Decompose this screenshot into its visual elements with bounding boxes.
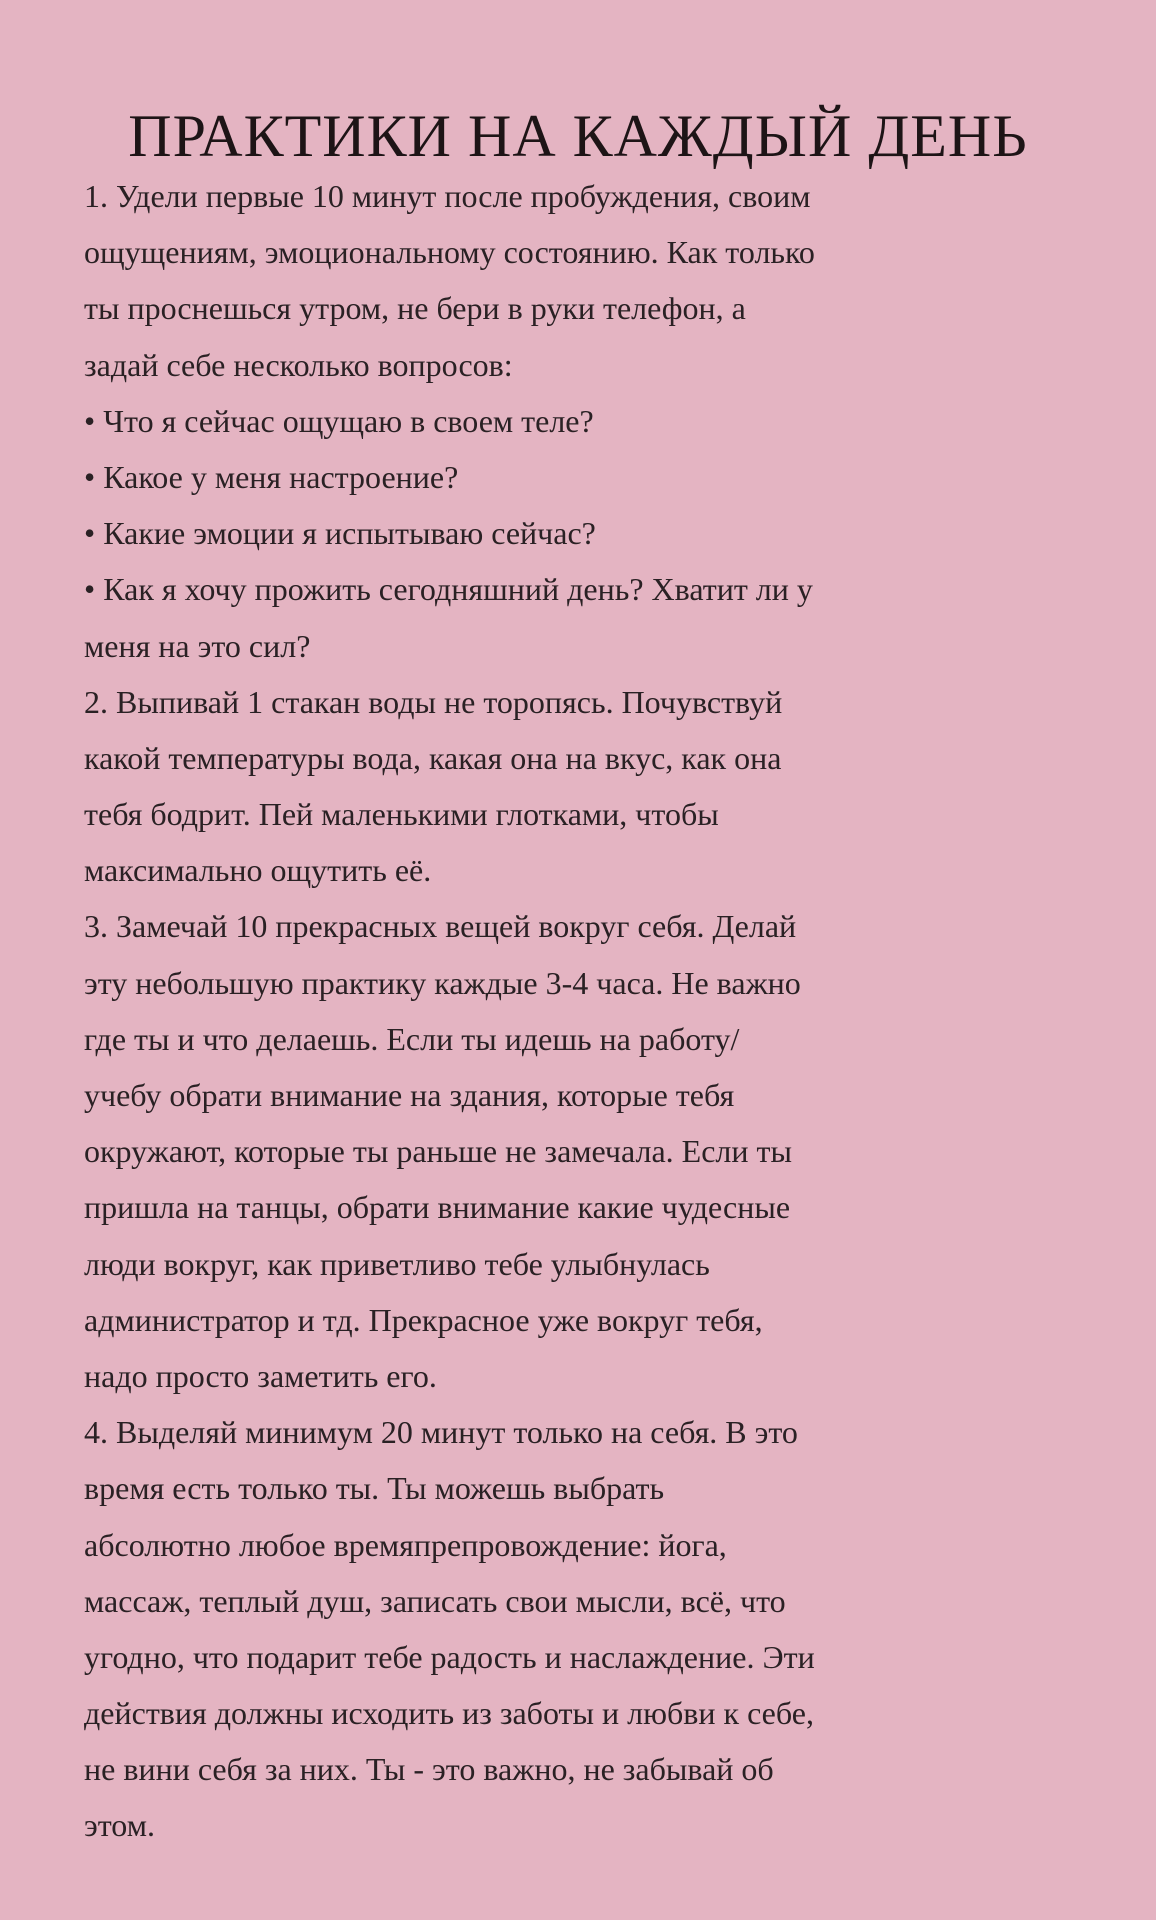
text-line: 4. Выделяй минимум 20 минут только на себя. В это — [84, 1414, 798, 1451]
text-line: абсолютно любое времяпрепровождение: йога, — [84, 1526, 727, 1563]
text-line: меня на это сил? — [84, 627, 311, 664]
text-line: люди вокруг, как приветливо тебе улыбнулась — [84, 1245, 710, 1282]
text-line: 2. Выпивай 1 стакан воды не торопясь. Почувствуй — [84, 683, 783, 720]
text-line: ощущениям, эмоциональному состоянию. Как только — [84, 234, 815, 271]
text-line: где ты и что делаешь. Если ты идешь на работу/ — [84, 1020, 740, 1057]
text-line: ты проснешься утром, не бери в руки телефон, а — [84, 290, 746, 327]
bullet-question: • Какие эмоции я испытываю сейчас? — [84, 515, 596, 552]
text-line: учебу обрати внимание на здания, которые тебя — [84, 1077, 735, 1113]
text-line: не вини себя за них. Ты - это важно, не забывай об — [84, 1751, 774, 1788]
text-line: действия должны исходить из заботы и любви к себе, — [84, 1695, 814, 1732]
text-line: окружают, которые ты раньше не замечала. Если ты — [84, 1133, 792, 1170]
text-line: время есть только ты. Ты можешь выбрать — [84, 1470, 665, 1507]
text-line: массаж, теплый душ, записать свои мысли, всё, что — [84, 1582, 786, 1619]
bullet-question: • Какое у меня настроение? — [84, 458, 459, 495]
text-line: эту небольшую практику каждые 3-4 часа. Не важно — [84, 964, 801, 1001]
text-line: пришла на танцы, обрати внимание какие чудесные — [84, 1189, 791, 1226]
text-line: задай себе несколько вопросов: — [84, 346, 513, 383]
text-line: надо просто заметить его. — [84, 1357, 437, 1394]
text-line: 3. Замечай 10 прекрасных вещей вокруг себя. Делай — [84, 908, 797, 945]
text-line: администратор и тд. Прекрасное уже вокруг тебя, — [84, 1301, 763, 1338]
bullet-question: • Как я хочу прожить сегодняшний день? Хватит ли у — [84, 571, 813, 608]
text-line: 1. Удели первые 10 минут после пробуждения, своим — [84, 178, 811, 214]
text-line: тебя бодрит. Пей маленькими глотками, чтобы — [84, 796, 719, 833]
text-line: этом. — [84, 1807, 155, 1844]
bullet-question: • Что я сейчас ощущаю в своем теле? — [84, 402, 594, 439]
text-line: максимально ощутить её. — [84, 852, 432, 889]
text-line: какой температуры вода, какая она на вкус, как она — [84, 739, 782, 776]
page-title: ПРАКТИКИ НА КАЖДЫЙ ДЕНЬ — [128, 103, 1028, 170]
practices-text — [84, 168, 1084, 1854]
text-line: угодно, что подарит тебе радость и наслаждение. Эти — [84, 1638, 815, 1675]
